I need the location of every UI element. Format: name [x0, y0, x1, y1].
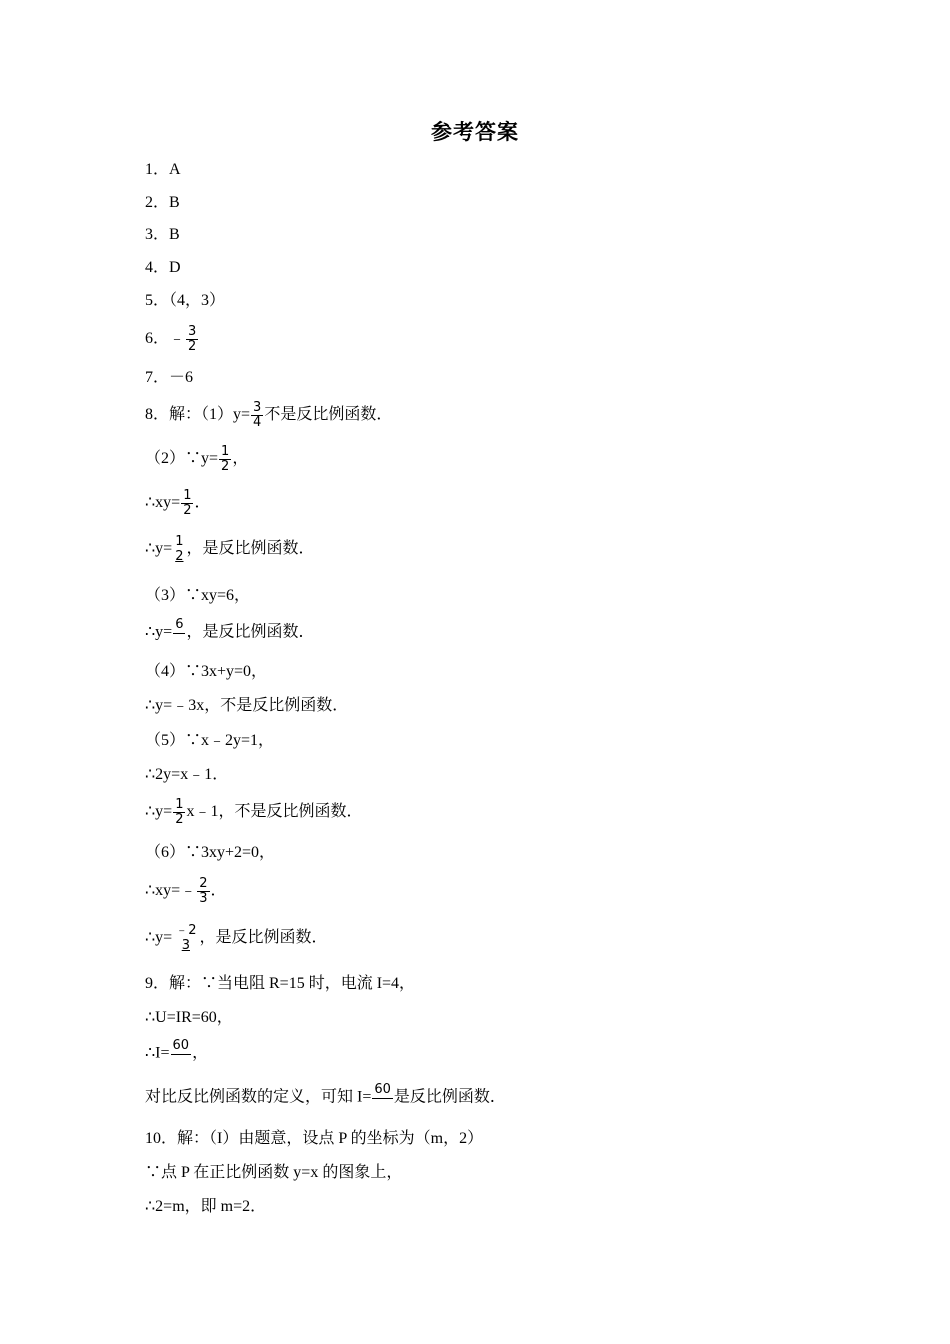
line-suffix: ， — [192, 1044, 209, 1062]
numerator: 1 — [175, 797, 184, 812]
solution-line-2 — [145, 445, 248, 474]
denominator-blank — [171, 1055, 192, 1069]
line-suffix: ，是反比例函数． — [199, 929, 328, 947]
solution-line-12: （6）∵3xy+2=0， — [145, 844, 276, 861]
numerator: 3 — [253, 400, 262, 415]
solution-line-14 — [145, 924, 328, 953]
solution-line-15: ∴U=IR=60， — [145, 1009, 233, 1026]
numerator: 2 — [199, 876, 208, 891]
solution-line-4 — [145, 535, 315, 564]
answer-3: 3．B — [145, 226, 180, 243]
numerator: 6 — [175, 617, 184, 632]
line-suffix: ． — [210, 882, 227, 900]
line-suffix: ． — [194, 494, 211, 512]
denominator: 2 — [183, 503, 192, 518]
numerator: 60 — [374, 1082, 391, 1097]
fraction — [173, 618, 185, 648]
numerator: 1 — [183, 488, 192, 503]
solution-line-19: ∴2=m，即 m=2． — [145, 1198, 267, 1215]
line-suffix: ， — [232, 450, 249, 468]
answer-6 — [145, 325, 199, 354]
denominator: 3 — [181, 938, 190, 953]
fraction — [186, 325, 198, 354]
line-suffix: x﹣1，不是反比例函数． — [186, 803, 363, 821]
answer-1: 1．A — [145, 161, 181, 178]
denominator-blank — [173, 634, 185, 648]
solution-line-11 — [145, 798, 363, 827]
denominator: 2 — [175, 812, 184, 827]
numerator: ﹣2 — [175, 923, 197, 938]
line-prefix: ∴xy= — [145, 494, 181, 512]
fraction — [251, 401, 263, 430]
answer-8-prefix: 8．解：（1）y= — [145, 406, 251, 424]
solution-line-8: ∴y=﹣3x，不是反比例函数． — [145, 697, 349, 714]
denominator: 4 — [253, 415, 262, 430]
denominator: 2 — [175, 549, 184, 564]
solution-line-10: ∴2y=x﹣1． — [145, 766, 229, 783]
line-suffix: ，是反比例函数． — [186, 540, 315, 558]
fraction — [173, 535, 185, 564]
numerator: 1 — [221, 444, 230, 459]
solution-line-17 — [145, 1083, 506, 1113]
fraction — [197, 877, 209, 906]
answer-6-prefix: 6．﹣ — [145, 330, 186, 348]
solution-line-6 — [145, 618, 315, 648]
line-prefix: ∴I= — [145, 1044, 170, 1062]
answer-5: 5．（4，3） — [145, 292, 226, 309]
numerator: 1 — [175, 534, 184, 549]
answer-4: 4．D — [145, 259, 181, 276]
solution-line-16 — [145, 1039, 208, 1069]
denominator: 3 — [199, 891, 208, 906]
fraction — [171, 1039, 192, 1069]
fraction — [173, 924, 198, 953]
line-prefix: ∴y= — [145, 623, 173, 641]
line-prefix: ∴y= — [145, 540, 173, 558]
numerator: 3 — [188, 324, 197, 339]
line-prefix: ∴xy=﹣ — [145, 882, 197, 900]
fraction — [372, 1083, 393, 1113]
fraction — [219, 445, 231, 474]
answer-10: 10．解：（I）由题意，设点 P 的坐标为（m，2） — [145, 1130, 484, 1147]
answer-8-suffix: 不是反比例函数． — [264, 406, 393, 424]
answer-9: 9．解：∵当电阻 R=15 时，电流 I=4， — [145, 975, 416, 992]
numerator: 60 — [172, 1038, 190, 1053]
solution-line-3 — [145, 489, 211, 518]
solution-line-9: （5）∵x﹣2y=1， — [145, 732, 275, 749]
line-prefix: ∴y= — [145, 803, 173, 821]
denominator: 2 — [188, 339, 197, 354]
fraction — [181, 489, 193, 518]
solution-line-18: ∵点 P 在正比例函数 y=x 的图象上， — [145, 1164, 403, 1181]
denominator: 2 — [221, 459, 230, 474]
line-suffix: 是反比例函数． — [393, 1088, 506, 1106]
line-prefix: 对比反比例函数的定义，可知 I= — [145, 1088, 372, 1106]
solution-line-5: （3）∵xy=6， — [145, 587, 251, 604]
answer-2: 2．B — [145, 194, 180, 211]
denominator-blank — [372, 1099, 393, 1113]
solution-line-13 — [145, 877, 227, 906]
page-title: 参考答案 — [431, 120, 519, 144]
line-prefix: （2）∵y= — [145, 450, 219, 468]
answer-7: 7．－6 — [145, 369, 194, 386]
line-suffix: ，是反比例函数． — [186, 623, 315, 641]
fraction — [173, 798, 185, 827]
solution-line-7: （4）∵3x+y=0， — [145, 663, 268, 680]
answer-8 — [145, 401, 392, 430]
line-prefix: ∴y= — [145, 929, 173, 947]
